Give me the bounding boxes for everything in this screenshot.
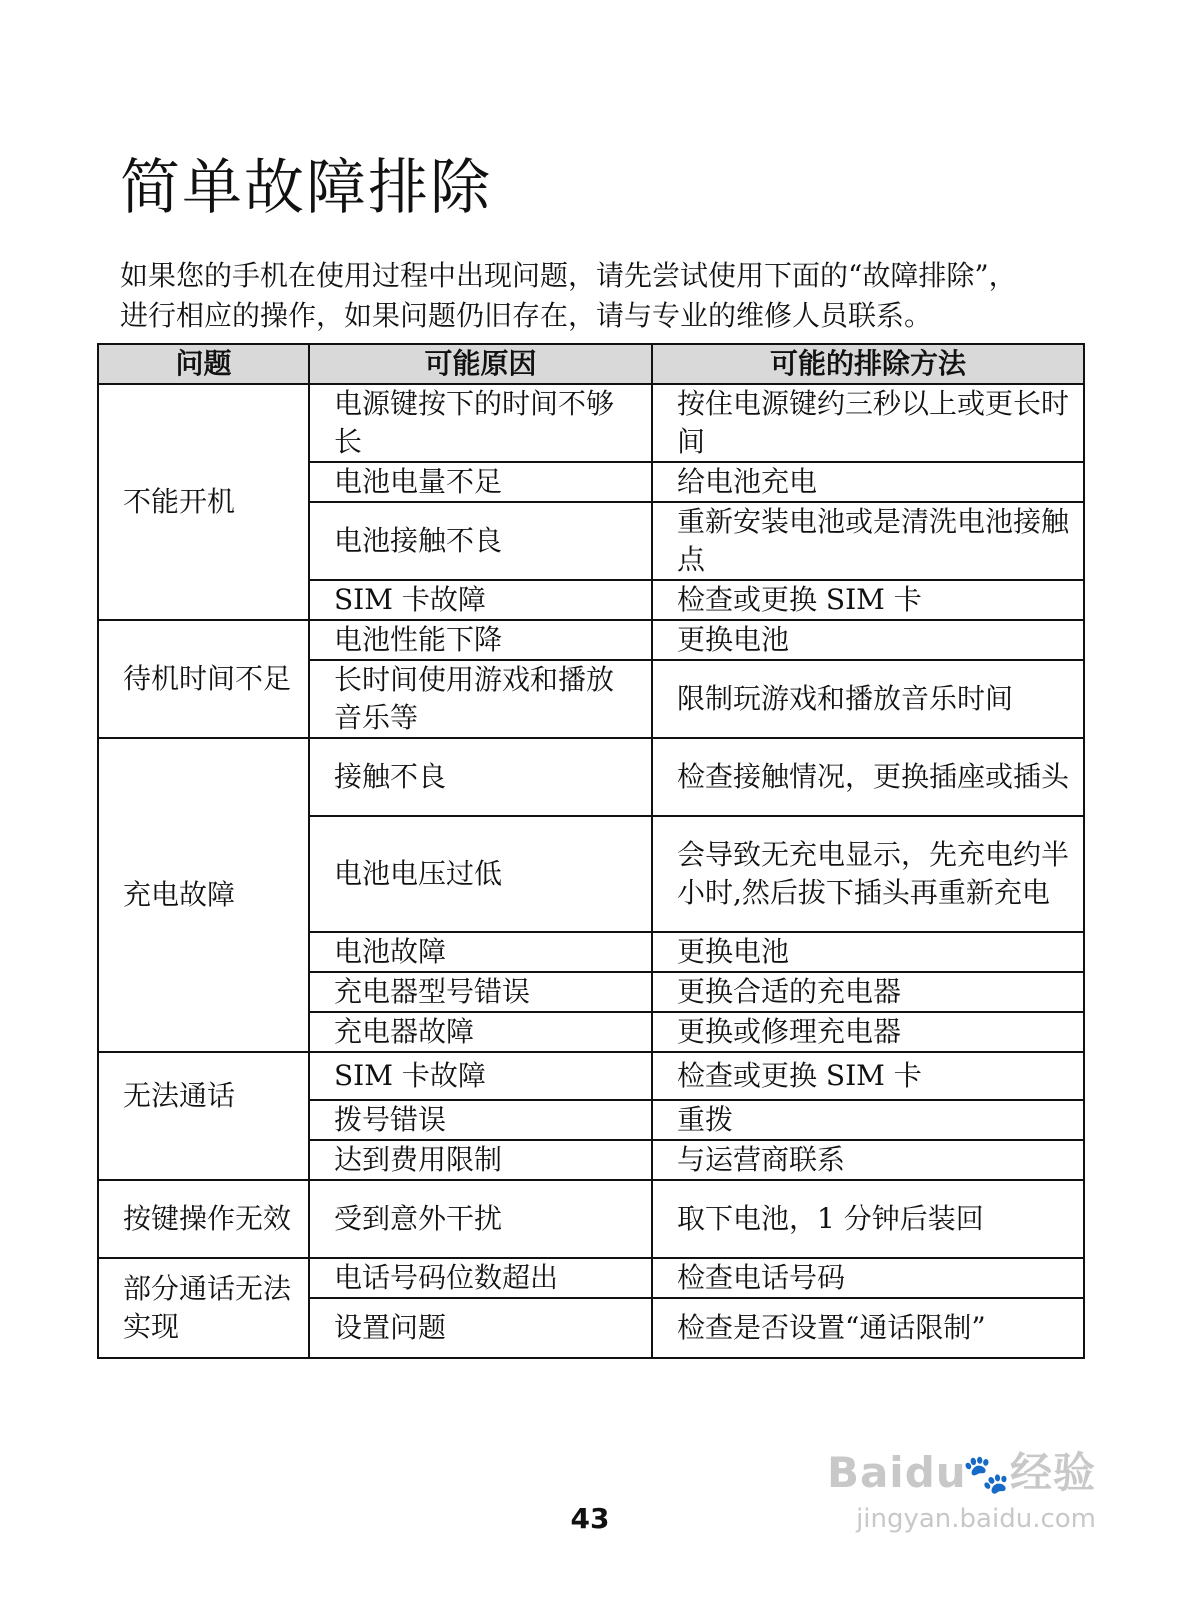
problem-cell: 无法通话 [98,1052,309,1180]
table-row [98,384,1084,462]
problem-cell: 待机时间不足 [98,620,309,738]
intro-paragraph [120,256,1080,336]
cause-cell: 充电器型号错误 [309,972,652,1012]
cause-cell: 接触不良 [309,738,652,816]
problem-cell: 充电故障 [98,738,309,1052]
intro-line-2: 进行相应的操作，如果问题仍旧存在，请与专业的维修人员联系。 [120,299,933,332]
table-row [98,620,1084,660]
header-cause: 可能原因 [309,344,652,384]
intro-line-1: 如果您的手机在使用过程中出现问题，请先尝试使用下面的“故障排除”， [120,259,1017,292]
cause-cell: SIM 卡故障 [309,1052,652,1100]
solution-cell: 检查电话号码 [652,1258,1084,1298]
cause-cell: SIM 卡故障 [309,580,652,620]
solution-cell: 取下电池，1 分钟后装回 [652,1180,1084,1258]
page-title: 简单故障排除 [120,153,492,223]
cause-cell: 电源键按下的时间不够长 [309,384,652,462]
solution-cell: 限制玩游戏和播放音乐时间 [652,660,1084,738]
cause-cell: 电话号码位数超出 [309,1258,652,1298]
paw-icon: 🐾 [962,1452,1010,1496]
solution-cell: 检查是否设置“通话限制” [652,1298,1084,1358]
watermark-brand: Baidu [826,1448,967,1497]
table-row [98,1180,1084,1258]
solution-cell: 重拨 [652,1100,1084,1140]
solution-cell: 给电池充电 [652,462,1084,502]
table-row [98,1052,1084,1100]
cause-cell: 电池电压过低 [309,816,652,932]
baidu-watermark [827,1440,1096,1534]
solution-cell: 按住电源键约三秒以上或更长时间 [652,384,1084,462]
table-row [98,1258,1084,1298]
solution-cell: 更换或修理充电器 [652,1012,1084,1052]
solution-cell: 更换电池 [652,620,1084,660]
problem-cell: 按键操作无效 [98,1180,309,1258]
watermark-brand-cn: 经验 [1009,1448,1096,1497]
cause-cell: 长时间使用游戏和播放音乐等 [309,660,652,738]
header-solution: 可能的排除方法 [652,344,1084,384]
watermark-site: jingyan.baidu.com [856,1504,1096,1534]
page-number: 43 [570,1502,610,1535]
problem-cell: 不能开机 [98,384,309,620]
table-row [98,738,1084,816]
cause-cell: 拨号错误 [309,1100,652,1140]
cause-cell: 受到意外干扰 [309,1180,652,1258]
header-problem: 问题 [98,344,309,384]
solution-cell: 更换合适的充电器 [652,972,1084,1012]
troubleshooting-table [97,343,1085,1359]
solution-cell: 更换电池 [652,932,1084,972]
cause-cell: 设置问题 [309,1298,652,1358]
cause-cell: 电池接触不良 [309,502,652,580]
solution-cell: 检查或更换 SIM 卡 [652,580,1084,620]
solution-cell: 检查接触情况，更换插座或插头 [652,738,1084,816]
cause-cell: 电池电量不足 [309,462,652,502]
problem-cell: 部分通话无法实现 [98,1258,309,1358]
cause-cell: 充电器故障 [309,1012,652,1052]
solution-cell: 重新安装电池或是清洗电池接触点 [652,502,1084,580]
solution-cell: 检查或更换 SIM 卡 [652,1052,1084,1100]
cause-cell: 电池性能下降 [309,620,652,660]
solution-cell: 与运营商联系 [652,1140,1084,1180]
cause-cell: 电池故障 [309,932,652,972]
table-header-row [98,344,1084,384]
solution-cell: 会导致无充电显示，先充电约半小时,然后拔下插头再重新充电 [652,816,1084,932]
cause-cell: 达到费用限制 [309,1140,652,1180]
